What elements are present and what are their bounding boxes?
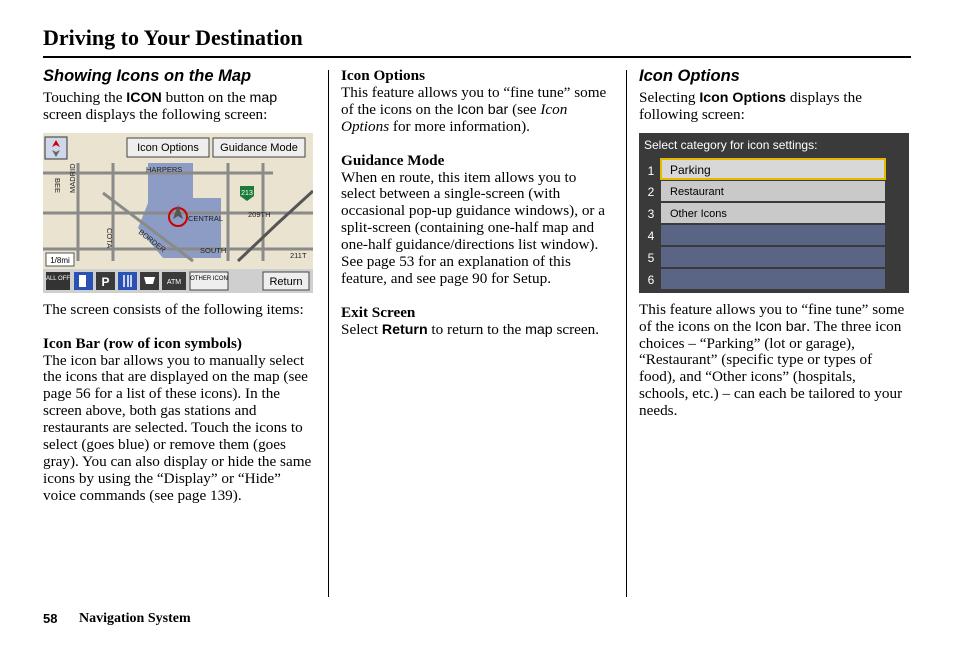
category-row-2[interactable] [648,181,885,201]
column-divider-2 [626,70,627,597]
section-heading: Showing Icons on the Map [43,67,252,85]
category-screen-image [639,133,909,293]
svg-text:6: 6 [647,272,655,287]
parking-icon[interactable] [96,272,115,290]
category-row-3[interactable] [648,203,885,223]
icon-options-button[interactable] [127,138,209,157]
other-icon-button[interactable] [190,272,228,290]
category-row-5 [648,247,885,267]
page-number: 58 [43,611,58,626]
body-text: This feature allows you to “fine tune” some of the icons on the Icon bar (see Icon Options for more information). [341,83,607,135]
footer-label: Navigation System [79,611,191,626]
street-label: BEE [53,177,62,193]
column-3 [639,68,907,420]
street-label: MADRID [68,163,77,193]
body-text: The screen consists of the following items: [43,300,304,318]
column-1 [43,68,315,505]
body-text: This feature allows you to “fine tune” some of the icons on the Icon bar. The three icon choices – “Parking” (lot or garage), “Restaurant” (specific type or types of food), and “Other icons” (hospitals, schools, etc.) – can each be tailored to your needs. [639,300,905,420]
all-off-button[interactable] [46,272,70,290]
svg-text:Return: Return [269,275,303,288]
svg-text:3: 3 [647,206,655,221]
title-rule [43,56,911,58]
svg-text:4: 4 [647,228,655,243]
street-label: HARPERS [146,164,183,174]
svg-text:Restaurant: Restaurant [670,185,724,198]
gas-station-icon[interactable] [74,272,93,290]
column-divider-1 [328,70,329,597]
subheading: Guidance Mode [341,151,445,169]
body-text: When en route, this item allows you to select between a single-screen (with occasional pop-up guidance windows), or a split-screen (containing one-half map and one-half guidance/directions list window). See page 53 for an explanation of this feature, and see page 90 for Setup. [341,168,606,287]
street-label: 209TH [248,209,271,219]
subheading: Icon Options [341,67,425,84]
street-label: SOUTH [200,245,227,255]
svg-text:P: P [101,274,110,289]
return-button[interactable] [263,272,309,290]
map-screen-image [43,133,313,293]
page-title: Driving to Your Destination [43,25,303,50]
street-label: 211T [290,250,307,260]
category-row-1[interactable] [648,159,885,179]
restaurant-icon[interactable] [118,272,137,290]
category-row-6 [648,269,885,289]
svg-text:2: 2 [647,184,655,199]
scale-label: 1/8mi [50,255,70,265]
street-label: BORDER [136,227,168,255]
svg-text:Parking: Parking [670,162,711,177]
body-text: Select Return to return to the map screen. [341,320,600,338]
svg-text:Icon Options: Icon Options [137,141,199,154]
street-label: COTA [105,227,114,248]
column-2 [341,68,607,339]
atm-icon[interactable] [162,272,186,290]
section-heading: Icon Options [639,67,740,85]
subheading: Exit Screen [341,303,416,321]
svg-text:OTHER ICON: OTHER ICON [190,275,228,282]
guidance-mode-button[interactable] [213,138,305,157]
intro-paragraph: Selecting Icon Options displays the following screen: [639,88,862,123]
svg-text:Guidance Mode: Guidance Mode [220,141,298,154]
svg-text:Other Icons: Other Icons [670,207,727,220]
svg-text:5: 5 [647,250,655,265]
svg-text:ATM: ATM [166,278,182,286]
svg-text:213: 213 [241,189,253,197]
street-label: CENTRAL [188,213,224,223]
category-screen-header: Select category for icon settings: [644,137,818,152]
shopping-icon[interactable] [140,272,159,290]
subheading: Icon Bar (row of icon symbols) [43,334,242,352]
body-text: The icon bar allows you to manually select the icons that are displayed on the map (see page 56 for a list of these icons). In the screen above, both gas stations and restaurants are selected. Touch the icons to select (goes blue) or remove them (goes gray). You can also display or hide the same icons by using the “Display” or “Hide” voice commands (see page 139). [43,351,312,504]
category-row-4 [648,225,885,245]
intro-paragraph: Touching the ICON button on the map screen displays the following screen: [43,88,278,123]
svg-text:1: 1 [647,163,655,178]
svg-text:ALL OFF: ALL OFF [45,275,71,282]
